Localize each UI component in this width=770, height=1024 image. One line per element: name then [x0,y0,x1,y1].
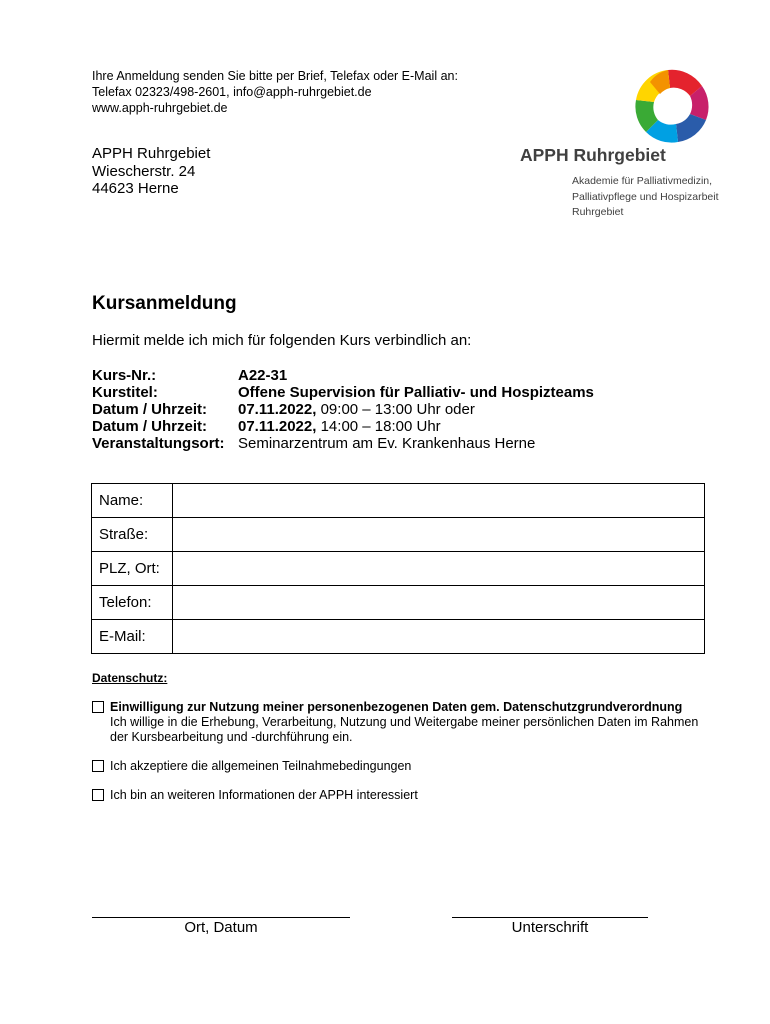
terms-option [92,759,411,774]
form-row-name [92,484,705,518]
email-field[interactable] [173,619,708,654]
lead-text: Hiermit melde ich mich für folgenden Kurs verbindlich an: [92,332,472,349]
consent-text-line-1: Ich willige in die Erhebung, Verarbeitung, Nutzung und Weitergabe meiner persönlichen Daten im Rahmen [110,715,699,729]
apph-emblem-icon [632,68,714,146]
intro-line-3: www.apph-ruhrgebiet.de [92,101,228,115]
consent-title: Einwilligung zur Nutzung meiner personenbezogenen Daten gem. Datenschutzgrundverordnung [110,700,683,714]
city-field[interactable] [173,551,708,586]
form-row-email [92,620,705,654]
course-venue-row [92,435,594,452]
course-number-row [92,367,594,384]
form-row-street [92,518,705,552]
name-field[interactable] [173,483,708,518]
course-date-value: 07.11.2022, [238,401,317,418]
place-date-label: Ort, Datum [184,919,258,936]
intro-line-2: Telefax 02323/498-2601, info@apph-ruhrgebiet.de [92,85,372,99]
terms-checkbox[interactable] [92,760,104,772]
consent-checkbox[interactable] [92,701,104,713]
consent-text-line-2: der Kursbearbeitung und -durchführung ein. [110,730,353,744]
course-title-value: Offene Supervision für Palliativ- und Hospizteams [238,384,594,401]
form-row-city [92,552,705,586]
consent-text [110,700,698,745]
course-venue-label: Veranstaltungsort: [92,435,225,452]
brand-subtitle-line-3: Ruhrgebiet [572,206,624,218]
course-number-label: Kurs-Nr.: [92,367,157,384]
course-venue-value: Seminarzentrum am Ev. Krankenhaus Herne [238,435,536,452]
signature-label: Unterschrift [511,919,589,936]
apph-logo [520,68,730,228]
brand-subtitle [572,174,719,221]
place-date-line [92,917,350,918]
address-line-2: Wiescherstr. 24 [92,162,196,180]
course-date-row-1 [92,401,594,418]
brand-name: APPH Ruhrgebiet [520,145,666,165]
street-cell [173,518,705,552]
page-title: Kursanmeldung [92,293,237,314]
email-label: E-Mail: [92,620,173,654]
terms-label: Ich akzeptiere die allgemeinen Teilnahmebedingungen [110,759,412,773]
brand-subtitle-line-1: Akademie für Palliativmedizin, [572,175,713,187]
course-info [92,367,594,452]
newsletter-checkbox[interactable] [92,789,104,801]
address-line-3: 44623 Herne [92,180,179,197]
course-title-row [92,384,594,401]
contact-intro [92,68,458,116]
city-label: PLZ, Ort: [92,552,173,586]
course-time-value: 14:00 – 18:00 Uhr [316,418,441,435]
phone-field[interactable] [173,585,708,620]
course-date-value: 07.11.2022, [238,418,317,435]
signature-line [452,917,648,918]
course-date-row-2 [92,418,594,435]
newsletter-label: Ich bin an weiteren Informationen der APPH interessiert [110,788,418,802]
email-cell [173,620,705,654]
address-line-1: APPH Ruhrgebiet [92,145,211,162]
street-label: Straße: [92,518,173,552]
phone-label: Telefon: [92,586,173,620]
course-number-value: A22-31 [238,367,288,384]
course-date-label: Datum / Uhrzeit: [92,418,208,435]
newsletter-option [92,788,418,803]
course-title-label: Kurstitel: [92,384,158,401]
course-time-value: 09:00 – 13:00 Uhr oder [316,401,475,418]
privacy-heading: Datenschutz: [92,671,168,685]
recipient-address [92,145,210,198]
name-cell [173,484,705,518]
registration-form [91,483,705,654]
brand-subtitle-line-2: Palliativpflege und Hospizarbeit [572,190,719,203]
city-cell [173,552,705,586]
street-field[interactable] [173,517,708,552]
consent-option [92,700,698,745]
form-row-phone [92,586,705,620]
course-date-label: Datum / Uhrzeit: [92,401,208,418]
intro-line-1: Ihre Anmeldung senden Sie bitte per Brief, Telefax oder E-Mail an: [92,69,458,83]
name-label: Name: [92,484,173,518]
phone-cell [173,586,705,620]
